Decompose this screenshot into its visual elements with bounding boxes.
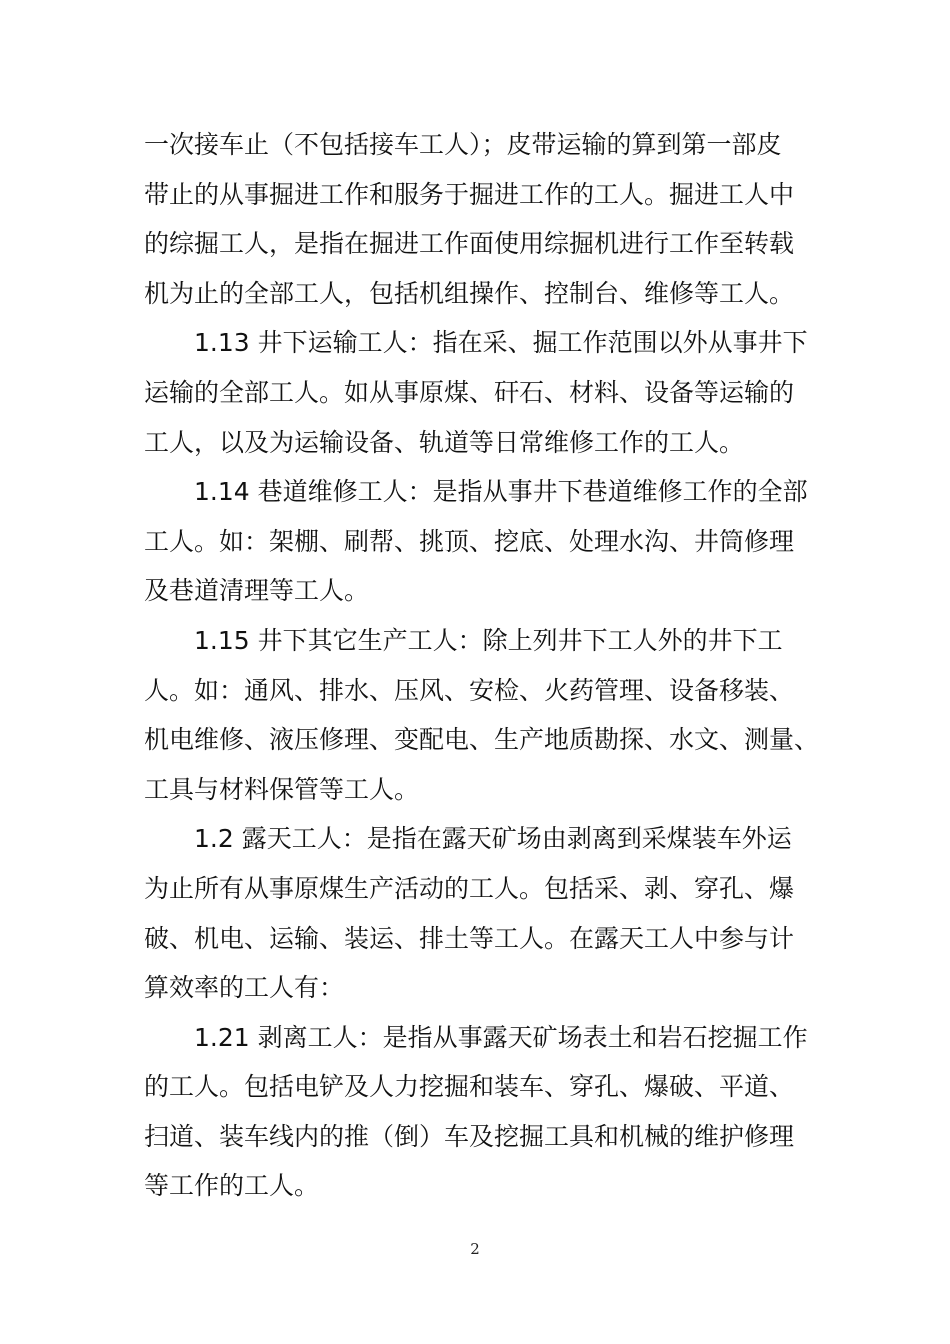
text-line: 1.21 剥离工人：是指从事露天矿场表土和岩石挖掘工作 [194, 1022, 808, 1052]
text-line: 1.2 露天工人：是指在露天矿场由剥离到采煤装车外运 [194, 824, 792, 854]
text-line: 带止的从事掘进工作和服务于掘进工作的工人。掘进工人中 [144, 179, 795, 209]
text-line: 破、机电、运输、装运、排土等工人。在露天工人中参与计 [144, 923, 795, 953]
text-line: 1.13 井下运输工人：指在采、掘工作范围以外从事井下 [194, 328, 808, 358]
text-line: 等工作的工人。 [144, 1171, 320, 1201]
text-line: 机电维修、液压修理、变配电、生产地质勘探、水文、测量、 [144, 725, 820, 755]
text-line: 一次接车止（不包括接车工人）；皮带运输的算到第一部皮 [144, 130, 782, 159]
text-line: 机为止的全部工人，包括机组操作、控制台、维修等工人。 [144, 278, 795, 308]
text-line: 扫道、装车线内的推（倒）车及挖掘工具和机械的维护修理 [144, 1121, 795, 1151]
text-line: 为止所有从事原煤生产活动的工人。包括采、剥、穿孔、爆 [144, 873, 795, 903]
text-line: 工人，以及为运输设备、轨道等日常维修工作的工人。 [144, 427, 745, 457]
text-line: 1.14 巷道维修工人：是指从事井下巷道维修工作的全部 [194, 477, 808, 507]
text-line: 算效率的工人有： [144, 973, 345, 1003]
text-line: 1.15 井下其它生产工人：除上列井下工人外的井下工 [194, 625, 783, 655]
page-number: 2 [470, 1240, 480, 1258]
text-line: 工人。如：架棚、刷帮、挑顶、挖底、处理水沟、井筒修理 [144, 526, 795, 556]
text-line: 的工人。包括电铲及人力挖掘和装车、穿孔、爆破、平道、 [144, 1072, 795, 1102]
text-line: 及巷道清理等工人。 [144, 576, 370, 606]
text-line: 运输的全部工人。如从事原煤、矸石、材料、设备等运输的 [144, 377, 795, 407]
text-line: 的综掘工人，是指在掘进工作面使用综掘机进行工作至转载 [144, 229, 795, 259]
text-line: 人。如：通风、排水、压风、安检、火药管理、设备移装、 [144, 675, 795, 705]
body-text [144, 120, 820, 1211]
text-line: 工具与材料保管等工人。 [144, 774, 420, 804]
